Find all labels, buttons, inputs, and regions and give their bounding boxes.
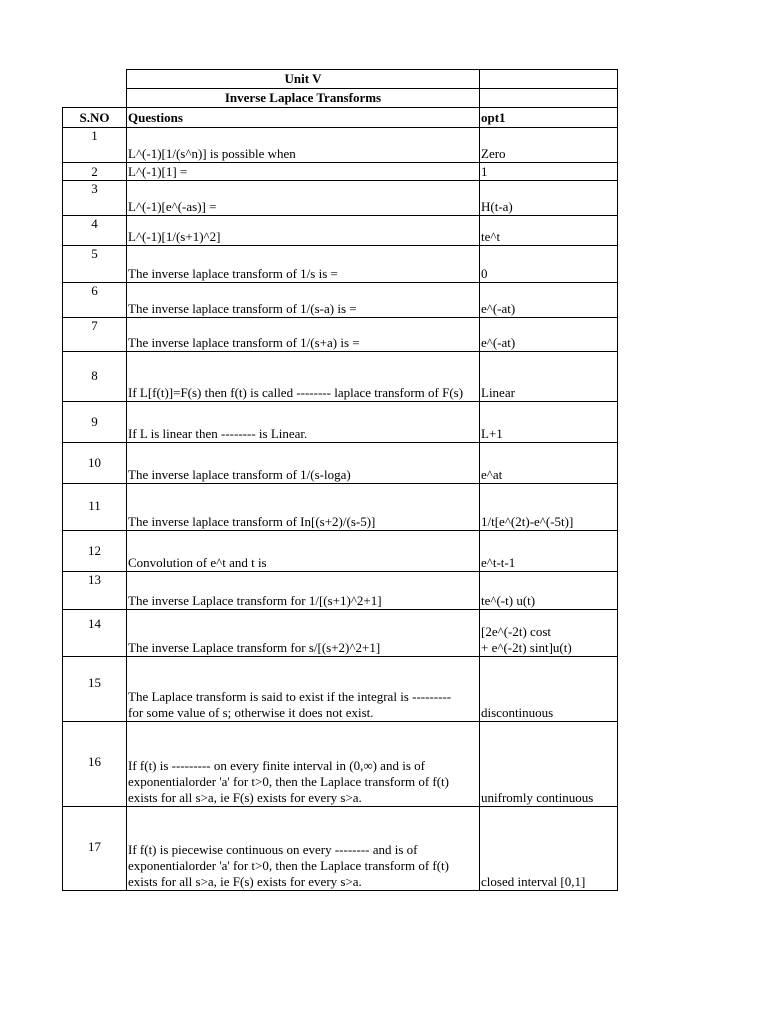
table-row (63, 484, 618, 531)
row-opt1: H(t-a) (480, 181, 618, 216)
row-opt1: [2e^(-2t) cost + e^(-2t) sint]u(t) (480, 610, 618, 657)
row-opt1: te^(-t) u(t) (480, 572, 618, 610)
row-opt1: e^at (480, 443, 618, 484)
row-sno: 1 (63, 128, 127, 163)
table-row (63, 181, 618, 216)
row-opt1: L+1 (480, 402, 618, 443)
row-sno: 16 (63, 722, 127, 807)
row-opt1: unifromly continuous (480, 722, 618, 807)
header-sno: S.NO (63, 108, 127, 128)
blank-cell (63, 89, 127, 108)
table-row (63, 402, 618, 443)
row-sno: 6 (63, 283, 127, 318)
table-row (63, 531, 618, 572)
table-row (63, 610, 618, 657)
row-opt1: 1/t[e^(2t)-e^(-5t)] (480, 484, 618, 531)
row-opt1: closed interval [0,1] (480, 807, 618, 891)
question-table-body (63, 70, 618, 891)
row-sno: 2 (63, 163, 127, 181)
header-row (63, 108, 618, 128)
row-sno: 11 (63, 484, 127, 531)
row-question: The inverse laplace transform of In[(s+2)/(s-5)] (127, 484, 480, 531)
table-row (63, 572, 618, 610)
page-title: Inverse Laplace Transforms (127, 89, 480, 108)
row-opt1: 0 (480, 246, 618, 283)
row-sno: 3 (63, 181, 127, 216)
row-question: The inverse laplace transform of 1/(s-a) is = (127, 283, 480, 318)
row-sno: 13 (63, 572, 127, 610)
title-row (63, 89, 618, 108)
table-row (63, 443, 618, 484)
row-sno: 17 (63, 807, 127, 891)
blank-cell (480, 70, 618, 89)
row-question: L^(-1)[1] = (127, 163, 480, 181)
row-opt1: 1 (480, 163, 618, 181)
row-sno: 8 (63, 352, 127, 402)
row-question: The inverse laplace transform of 1/(s-loga) (127, 443, 480, 484)
table-row (63, 163, 618, 181)
row-sno: 14 (63, 610, 127, 657)
table-row (63, 657, 618, 722)
blank-cell (480, 89, 618, 108)
row-question: Convolution of e^t and t is (127, 531, 480, 572)
row-opt1: te^t (480, 216, 618, 246)
row-question: The inverse laplace transform of 1/s is = (127, 246, 480, 283)
row-question: The inverse laplace transform of 1/(s+a) is = (127, 318, 480, 352)
row-opt1: e^t-t-1 (480, 531, 618, 572)
row-opt1: Zero (480, 128, 618, 163)
row-sno: 7 (63, 318, 127, 352)
blank-cell (63, 70, 127, 89)
row-opt1: discontinuous (480, 657, 618, 722)
table-row (63, 283, 618, 318)
row-opt1: Linear (480, 352, 618, 402)
row-sno: 5 (63, 246, 127, 283)
row-question: If L[f(t)]=F(s) then f(t) is called -------- laplace transform of F(s) (127, 352, 480, 402)
row-question: If L is linear then -------- is Linear. (127, 402, 480, 443)
table-row (63, 216, 618, 246)
header-opt1: opt1 (480, 108, 618, 128)
row-sno: 12 (63, 531, 127, 572)
table-row (63, 352, 618, 402)
row-sno: 15 (63, 657, 127, 722)
row-sno: 10 (63, 443, 127, 484)
row-question: L^(-1)[e^(-as)] = (127, 181, 480, 216)
row-question: The inverse Laplace transform for 1/[(s+1)^2+1] (127, 572, 480, 610)
table-row (63, 318, 618, 352)
table-row (63, 722, 618, 807)
row-question: L^(-1)[1/(s^n)] is possible when (127, 128, 480, 163)
question-table (62, 69, 618, 891)
row-question: If f(t) is --------- on every finite interval in (0,∞) and is of exponentialorder 'a' for t>0, then the Laplace transform of f(t) exists for all s>a, ie F(s) exists for every s>a. (127, 722, 480, 807)
row-opt1: e^(-at) (480, 318, 618, 352)
table-row (63, 128, 618, 163)
row-question: L^(-1)[1/(s+1)^2] (127, 216, 480, 246)
table-row (63, 246, 618, 283)
unit-title: Unit V (127, 70, 480, 89)
row-question: The inverse Laplace transform for s/[(s+2)^2+1] (127, 610, 480, 657)
table-row (63, 807, 618, 891)
row-sno: 9 (63, 402, 127, 443)
header-question: Questions (127, 108, 480, 128)
unit-row (63, 70, 618, 89)
row-sno: 4 (63, 216, 127, 246)
row-question: The Laplace transform is said to exist if the integral is --------- for some value of s; otherwise it does not exist. (127, 657, 480, 722)
row-question: If f(t) is piecewise continuous on every -------- and is of exponentialorder 'a' for t>0, then the Laplace transform of f(t) exists for all s>a, ie F(s) exists for every s>a. (127, 807, 480, 891)
row-opt1: e^(-at) (480, 283, 618, 318)
